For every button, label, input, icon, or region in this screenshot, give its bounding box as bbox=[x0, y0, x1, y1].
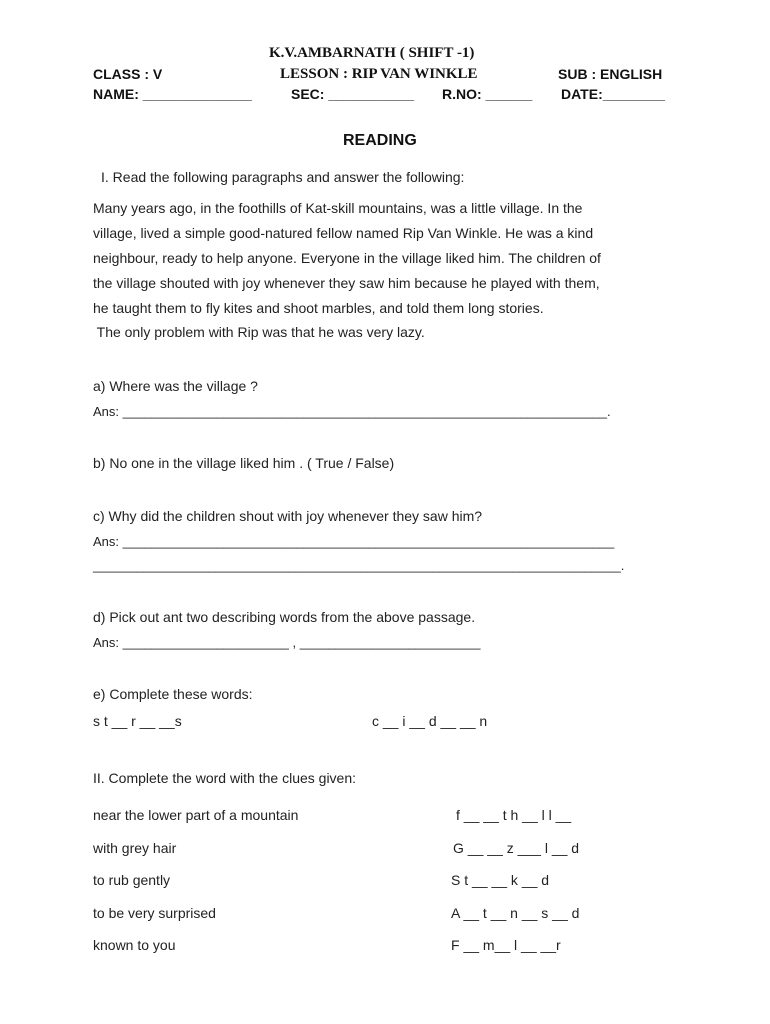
instruction-clues: II. Complete the word with the clues given: bbox=[93, 770, 357, 786]
word-puzzle-2: c __ i __ d __ __ n bbox=[372, 713, 488, 729]
clue-text: to rub gently bbox=[93, 872, 171, 888]
subject-label: SUB : ENGLISH bbox=[558, 66, 663, 82]
answer-line-a[interactable]: Ans: ___________________________________________________________________. bbox=[93, 404, 611, 419]
date-field: DATE:________ bbox=[561, 86, 666, 102]
passage-line: village, lived a simple good-natured fellow named Rip Van Winkle. He was a kind bbox=[93, 225, 594, 241]
section-field: SEC: ___________ bbox=[291, 86, 414, 102]
question-a: a) Where was the village ? bbox=[93, 378, 258, 394]
answer-line-c[interactable]: Ans: ____________________________________________________________________ bbox=[93, 534, 615, 549]
clue-answer: A __ t __ n __ s __ d bbox=[451, 905, 580, 921]
question-c: c) Why did the children shout with joy whenever they saw him? bbox=[93, 508, 483, 524]
question-e: e) Complete these words: bbox=[93, 686, 253, 702]
clue-text: with grey hair bbox=[93, 840, 177, 856]
school-name: K.V.AMBARNATH ( SHIFT -1) bbox=[269, 45, 475, 61]
passage-line: he taught them to fly kites and shoot marbles, and told them long stories. bbox=[93, 300, 544, 316]
class-label: CLASS : V bbox=[93, 66, 163, 82]
passage-line: The only problem with Rip was that he was very lazy. bbox=[93, 324, 425, 340]
clue-answer: G __ __ z ___ l __ d bbox=[453, 840, 580, 856]
question-b: b) No one in the village liked him . ( True / False) bbox=[93, 455, 395, 471]
page-title: READING bbox=[343, 132, 417, 149]
clue-text: to be very surprised bbox=[93, 905, 216, 921]
question-d: d) Pick out ant two describing words from the above passage. bbox=[93, 609, 476, 625]
passage-line: Many years ago, in the foothills of Kat-skill mountains, was a little village. In the bbox=[93, 200, 583, 216]
lesson-label: LESSON : RIP VAN WINKLE bbox=[280, 66, 478, 82]
passage-line: neighbour, ready to help anyone. Everyone in the village liked him. The children of bbox=[93, 250, 601, 266]
clue-answer: F __ m__ l __ __r bbox=[451, 937, 561, 953]
name-field: NAME: ______________ bbox=[93, 86, 252, 102]
passage-line: the village shouted with joy whenever they saw him because he played with them, bbox=[93, 275, 600, 291]
clue-text: known to you bbox=[93, 937, 176, 953]
word-puzzle-1: s t __ r __ __s bbox=[93, 713, 182, 729]
answer-line-d[interactable]: Ans: _______________________ , _________________________ bbox=[93, 635, 481, 650]
answer-line-c-continued[interactable]: _________________________________________________________________________. bbox=[93, 558, 625, 573]
clue-text: near the lower part of a mountain bbox=[93, 807, 299, 823]
clue-answer: S t __ __ k __ d bbox=[451, 872, 550, 888]
instruction-reading: I. Read the following paragraphs and answer the following: bbox=[101, 169, 465, 185]
roll-number-field: R.NO: ______ bbox=[442, 86, 533, 102]
clue-answer: f __ __ t h __ l l __ bbox=[456, 807, 572, 823]
